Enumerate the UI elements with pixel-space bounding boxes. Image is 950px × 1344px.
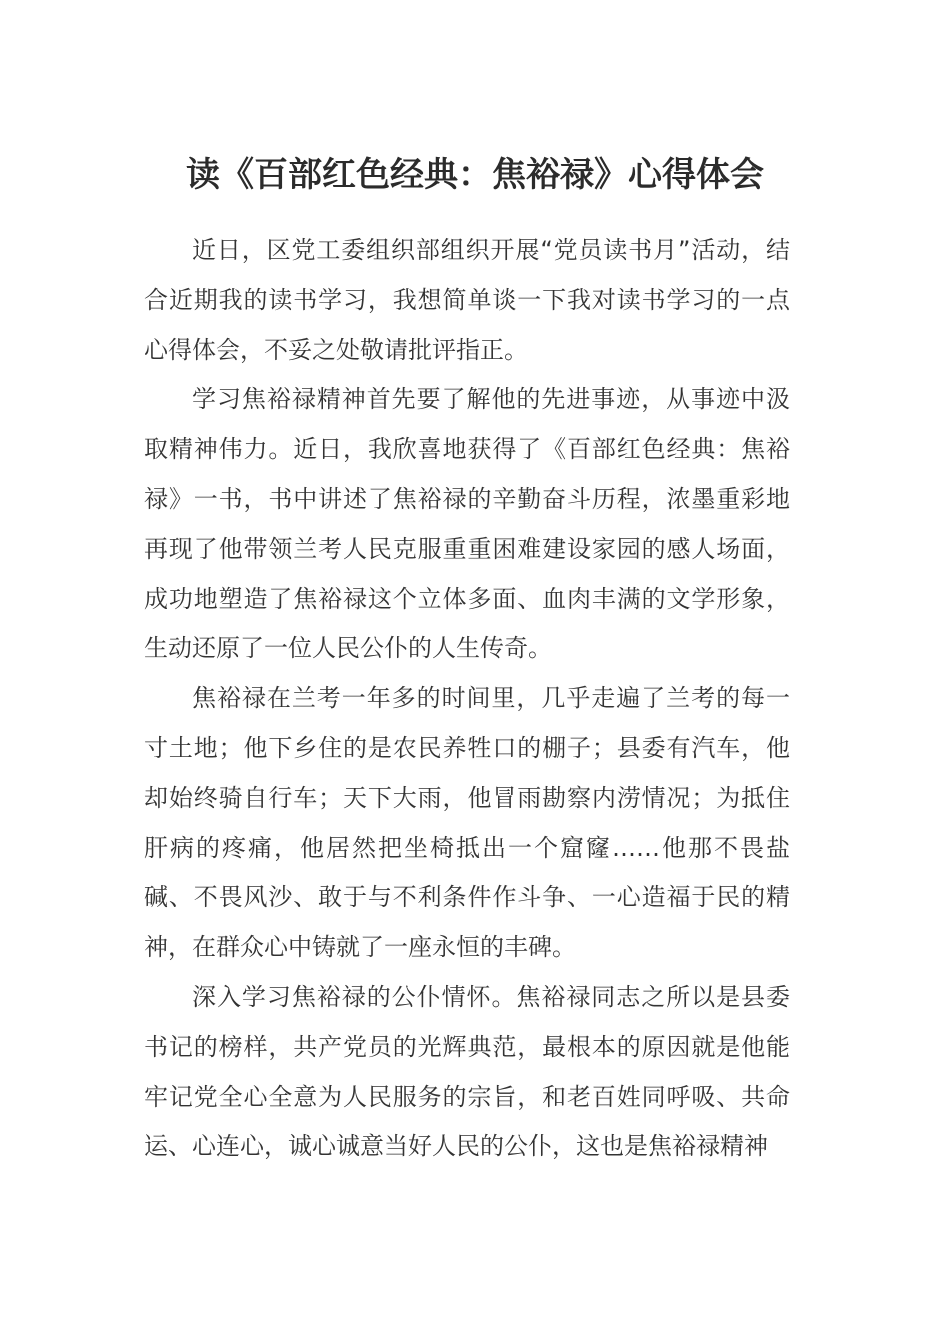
paragraph-2: 学习焦裕禄精神首先要了解他的先进事迹，从事迹中汲取精神伟力。近日，我欣喜地获得了《百部红色经典：焦裕禄》一书，书中讲述了焦裕禄的辛勤奋斗历程，浓墨重彩地再现了他带领兰考人民克服重重困难建设家园的感人场面，成功地塑造了焦裕禄这个立体多面、血肉丰满的文学形象，生动还原了一位人民公仆的人生传奇。 [144, 385, 790, 663]
paragraph-4: 深入学习焦裕禄的公仆情怀。焦裕禄同志之所以是县委书记的榜样，共产党员的光辉典范，最根本的原因就是他能牢记党全心全意为人民服务的宗旨，和老百姓同呼吸、共命运、心连心，诚心诚意当好人民的公仆，这也是焦裕禄精神 [144, 982, 790, 1161]
document-title: 读《百部红色经典：焦裕禄》心得体会 [186, 155, 764, 195]
document-body [144, 226, 790, 1172]
paragraph-3: 焦裕禄在兰考一年多的时间里，几乎走遍了兰考的每一寸土地；他下乡住的是农民养牲口的棚子；县委有汽车，他却始终骑自行车；天下大雨，他冒雨勘察内涝情况；为抵住肝病的疼痛，他居然把坐椅抵出一个窟窿……他那不畏盐碱、不畏风沙、敢于与不利条件作斗争、一心造福于民的精神，在群众心中铸就了一座永恒的丰碑。 [144, 684, 790, 962]
paragraph-1: 近日，区党工委组织部组织开展“党员读书月”活动，结合近期我的读书学习，我想简单谈一下我对读书学习的一点心得体会，不妥之处敬请批评指正。 [144, 236, 790, 364]
